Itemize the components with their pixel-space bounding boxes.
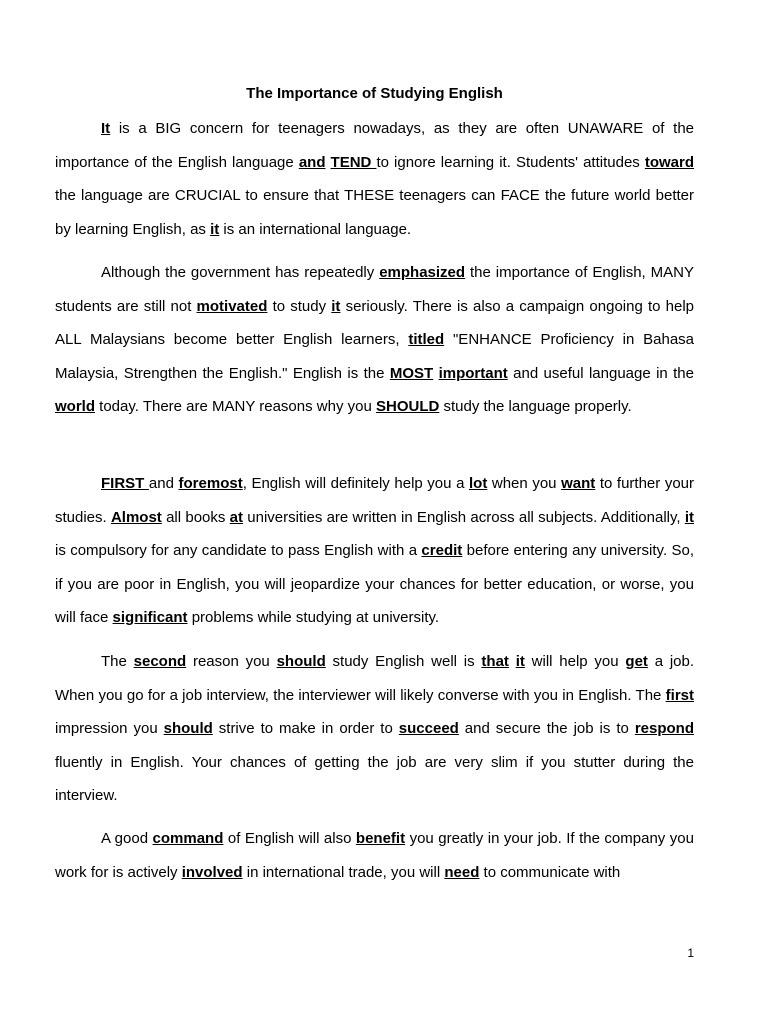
text-run: , English will definitely help you a xyxy=(242,475,469,492)
emphasized-word: MOST xyxy=(389,364,434,382)
emphasized-word: world xyxy=(55,398,95,415)
emphasized-word: second xyxy=(133,653,187,670)
text-run: before entering any university. So, if you are poor in English, you will jeopardize your chances for better education, or worse, you will face xyxy=(55,542,694,626)
emphasized-word: get xyxy=(625,653,648,670)
text-run: a job. When you go for a job interview, the interviewer will likely converse with you in English. The xyxy=(55,653,695,704)
text-run: study English well is xyxy=(325,653,482,670)
emphasized-word: emphasized xyxy=(379,264,466,281)
document-title: The Importance of Studying English xyxy=(246,85,503,102)
text-run: and useful language in the xyxy=(507,364,694,382)
emphasized-word: it xyxy=(331,297,341,315)
emphasized-word: need xyxy=(444,863,480,881)
emphasized-word: it xyxy=(515,653,525,670)
emphasized-word: TEND xyxy=(330,153,377,171)
emphasized-word: involved xyxy=(181,863,243,881)
emphasized-word: benefit xyxy=(355,830,406,847)
emphasized-word: It xyxy=(101,120,111,137)
text-run: is an international language. xyxy=(219,220,412,238)
text-run: and secure the job is to xyxy=(458,720,635,737)
text-run: Although the government has repeatedly xyxy=(101,264,380,281)
emphasized-word: SHOULD xyxy=(375,398,440,415)
emphasized-word: foremost xyxy=(178,475,243,492)
paragraph-4 xyxy=(55,645,694,813)
text-run: A good xyxy=(101,830,153,847)
text-run: all books xyxy=(161,508,230,526)
text-run xyxy=(509,653,516,670)
text-run: when you xyxy=(487,475,562,492)
text-run: to study xyxy=(267,297,332,315)
text-run: of English will also xyxy=(223,830,356,847)
emphasized-word: and xyxy=(298,153,326,171)
text-run: in international trade, you will xyxy=(242,863,445,881)
page-number: 1 xyxy=(687,946,694,960)
emphasized-word: should xyxy=(163,720,213,737)
emphasized-word: it xyxy=(210,220,220,238)
paragraph-3 xyxy=(55,467,694,635)
emphasized-word: that xyxy=(481,653,509,670)
text-run: to communicate with xyxy=(479,863,621,881)
text-run: seriously. There is also a campaign ongoing to help ALL Malaysians become better English learners, xyxy=(55,297,694,348)
text-run: to ignore learning it. Students' attitudes xyxy=(376,153,645,171)
text-run: you greatly in your job. If the company you work for is actively xyxy=(55,830,694,881)
emphasized-word: toward xyxy=(644,153,695,171)
emphasized-word: lot xyxy=(468,475,488,492)
text-run: today. There are MANY reasons why you xyxy=(95,398,376,415)
emphasized-word: it xyxy=(684,508,694,526)
emphasized-word: significant xyxy=(112,609,188,626)
text-run: The xyxy=(101,653,134,670)
text-run: and xyxy=(148,475,179,492)
emphasized-word: succeed xyxy=(398,720,459,737)
emphasized-word: want xyxy=(561,475,596,492)
text-run: the importance of English, MANY students are still not xyxy=(55,264,694,315)
emphasized-word: credit xyxy=(421,542,463,559)
emphasized-word: command xyxy=(152,830,224,847)
text-run: fluently in English. Your chances of getting the job are very slim if you stutter during the interview. xyxy=(55,753,694,804)
text-run: reason you xyxy=(186,653,277,670)
text-run: impression you xyxy=(55,720,164,737)
emphasized-word: motivated xyxy=(196,297,268,315)
text-run: to further your studies. xyxy=(55,475,695,526)
emphasized-word: important xyxy=(438,364,508,382)
text-run: problems while studying at university. xyxy=(187,609,440,626)
emphasized-word: first xyxy=(665,686,694,704)
text-run: strive to make in order to xyxy=(212,720,399,737)
paragraph-5 xyxy=(55,822,694,889)
paragraph-2 xyxy=(55,256,694,424)
emphasized-word: FIRST xyxy=(101,475,149,492)
emphasized-word: titled xyxy=(408,331,445,348)
text-run: the language are CRUCIAL to ensure that THESE teenagers can FACE the future world better by learning English, as xyxy=(55,187,694,238)
text-run: "ENHANCE Proficiency in Bahasa Malaysia, Strengthen the English." English is the xyxy=(55,331,695,382)
text-run: is a BIG concern for teenagers nowadays, as they are often UNAWARE of the importance of the English language xyxy=(55,120,694,171)
emphasized-word: at xyxy=(229,508,244,526)
text-run: is compulsory for any candidate to pass English with a xyxy=(55,542,422,559)
text-run: study the language properly. xyxy=(439,398,632,415)
text-run: universities are written in English across all subjects. Additionally, xyxy=(243,508,685,526)
text-run: will help you xyxy=(524,653,626,670)
paragraph-1 xyxy=(55,112,694,246)
emphasized-word: should xyxy=(276,653,326,670)
emphasized-word: respond xyxy=(634,720,695,737)
emphasized-word: Almost xyxy=(110,508,162,526)
